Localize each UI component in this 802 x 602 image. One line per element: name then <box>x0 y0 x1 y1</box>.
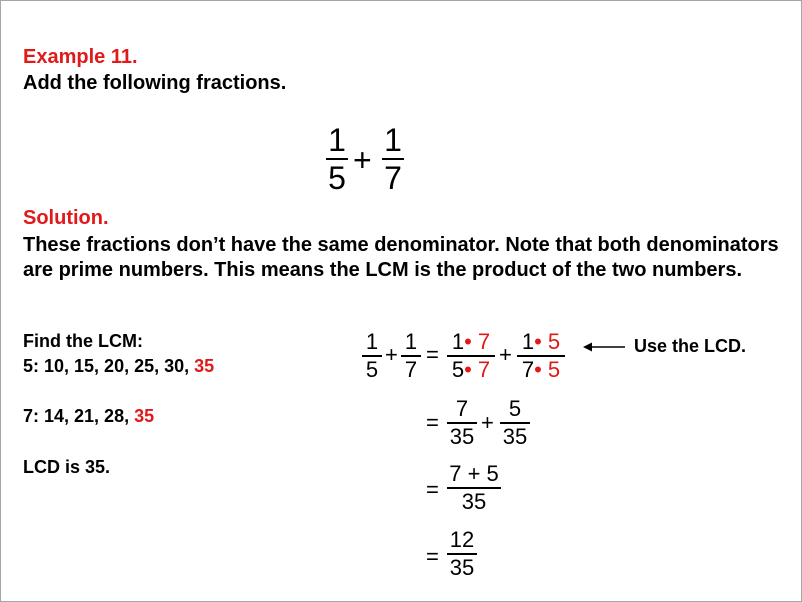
numerator: 1 <box>384 122 402 158</box>
plus-sign: + <box>481 410 494 435</box>
numerator: 12 <box>449 527 475 552</box>
numerator: 1 <box>404 329 418 354</box>
arrow-left-icon <box>583 338 625 356</box>
denominator <box>517 359 565 381</box>
problem-fraction-a <box>326 124 348 194</box>
multiples-of-seven <box>23 406 154 427</box>
use-lcd-note: Use the LCD. <box>634 336 747 356</box>
multiplier: • 5 <box>534 357 561 382</box>
denominator: 35 <box>449 555 475 580</box>
solution-text: These fractions don’t have the same denominator. Note that both denominators are prime numbers. This means the LCM is the product of the two numbers. <box>23 234 779 281</box>
denominator: 35 <box>502 424 528 449</box>
fraction-five-35ths <box>500 398 530 448</box>
base-denominator: 5 <box>451 357 465 382</box>
fraction-one-fifth <box>362 331 382 381</box>
multiplier: • 7 <box>464 357 491 382</box>
base-numerator: 1 <box>451 329 465 354</box>
denominator: 5 <box>365 357 379 382</box>
equals-sign: = <box>426 342 439 367</box>
numerator <box>447 331 495 353</box>
plus-sign: + <box>353 142 372 178</box>
plus-sign: + <box>499 342 512 367</box>
denominator: 5 <box>328 160 346 196</box>
denominator: 7 <box>404 357 418 382</box>
equals-sign: = <box>426 410 439 435</box>
numerator: 1 <box>328 122 346 158</box>
common-multiple: 35 <box>134 406 155 426</box>
numerator: 7 <box>455 396 469 421</box>
plus-sign: + <box>385 342 398 367</box>
denominator: 7 <box>384 160 402 196</box>
multiplier: • 5 <box>534 329 561 354</box>
numerator: 5 <box>508 396 522 421</box>
numerator: 7 + 5 <box>449 461 499 486</box>
equals-sign: = <box>426 544 439 569</box>
fraction-scaled-b <box>517 331 565 381</box>
example-title: Example 11. <box>23 46 138 68</box>
multiples-of-five <box>23 356 214 377</box>
solution-title: Solution. <box>23 207 109 229</box>
instruction-text: Add the following fractions. <box>23 72 287 94</box>
lcd-result: LCD is 35. <box>23 457 111 477</box>
fraction-one-seventh <box>401 331 421 381</box>
fraction-sum <box>447 463 501 513</box>
numerator <box>517 331 565 353</box>
base-denominator: 7 <box>521 357 535 382</box>
denominator: 35 <box>461 489 487 514</box>
fraction-scaled-a <box>447 331 495 381</box>
problem-fraction-b <box>382 124 404 194</box>
fraction-seven-35ths <box>447 398 477 448</box>
numerator: 1 <box>365 329 379 354</box>
multiples-list: 7: 14, 21, 28, <box>23 406 130 426</box>
multiples-list: 5: 10, 15, 20, 25, 30, <box>23 356 190 376</box>
base-numerator: 1 <box>521 329 535 354</box>
lcm-heading: Find the LCM: <box>23 331 143 351</box>
denominator: 35 <box>449 424 475 449</box>
fraction-result <box>447 529 477 579</box>
common-multiple: 35 <box>194 356 215 376</box>
denominator <box>447 359 495 381</box>
equals-sign: = <box>426 477 439 502</box>
multiplier: • 7 <box>464 329 491 354</box>
